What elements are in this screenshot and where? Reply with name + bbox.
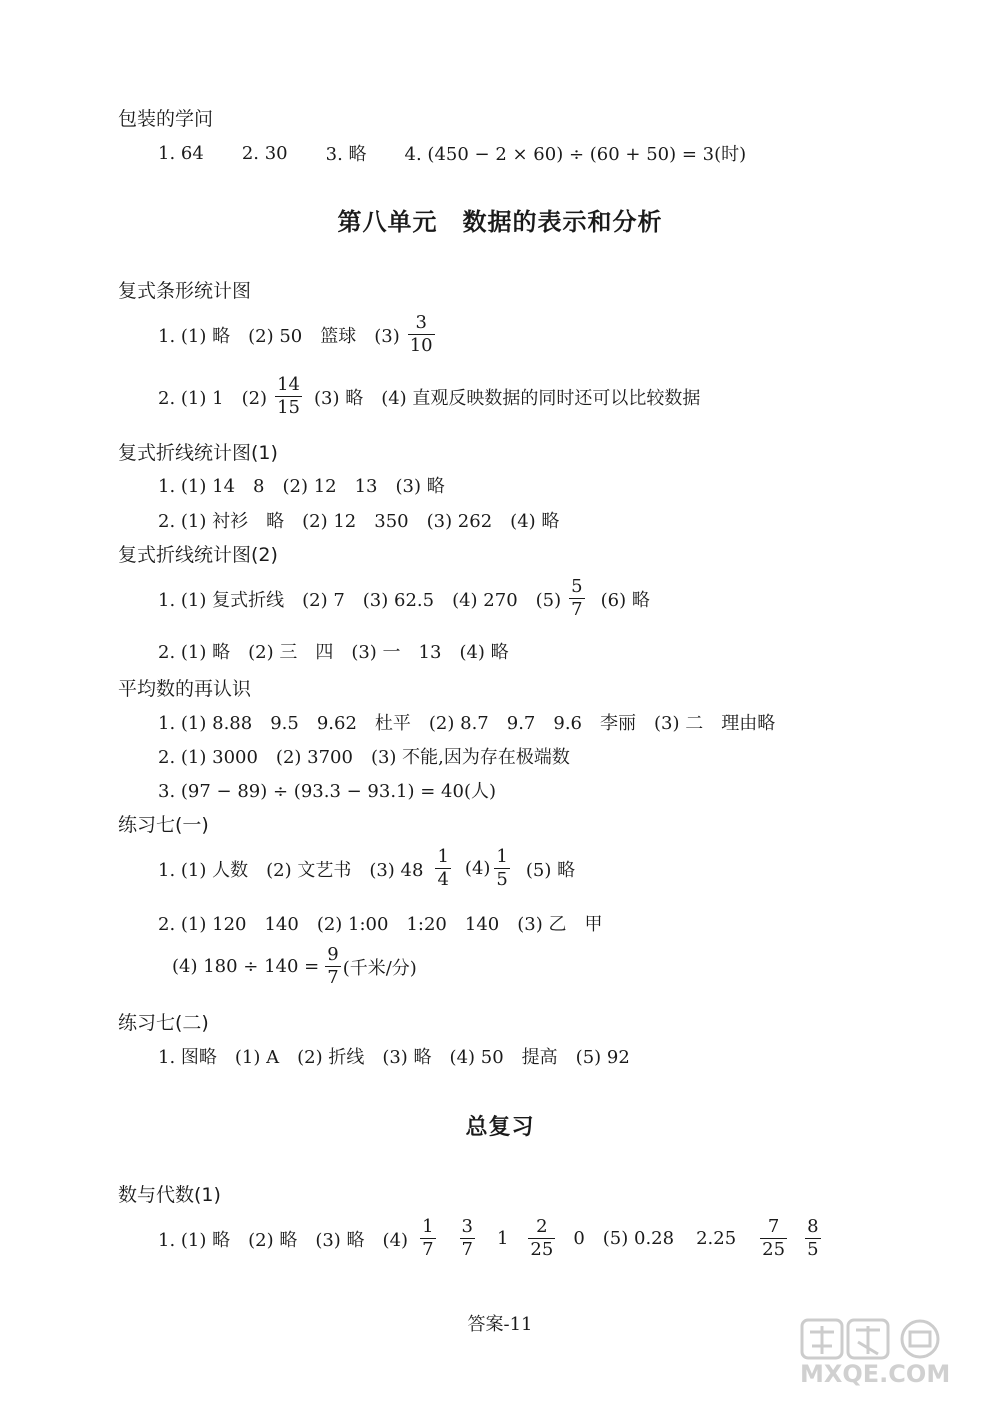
- section-title-bar-chart: 复式条形统计图: [118, 280, 252, 302]
- answer-text: (4) 180 ÷ 140 =: [172, 956, 320, 977]
- answer-text: 1. (1) 略 (2) 50 篮球 (3): [158, 325, 400, 347]
- watermark: [800, 1318, 990, 1402]
- line-chart-2-q2: 2. (1) 略 (2) 三 四 (3) 一 13 (4) 略: [158, 642, 509, 663]
- exercise-7-1-q2: 2. (1) 120 140 (2) 1:00 1:20 140 (3) 乙 甲: [158, 914, 603, 935]
- answer-text: 1. (1) 人数 (2) 文艺书 (3) 48: [158, 859, 424, 881]
- bar-chart-q1: [158, 314, 435, 355]
- answer-text: 2.25: [696, 1228, 737, 1249]
- fraction: $\frac{1}{7}$: [422, 1216, 434, 1260]
- fraction: $\frac{8}{5}$: [807, 1216, 819, 1260]
- answer-item: 2. 30: [241, 142, 288, 164]
- review-heading: 总复习: [465, 1115, 535, 1140]
- fraction: $\frac{3}{7}$: [461, 1216, 473, 1260]
- section-title-line-chart-1: 复式折线统计图(1): [118, 442, 278, 464]
- answer-text: 1. (1) 略 (2) 略 (3) 略 (4): [158, 1229, 409, 1251]
- fraction: $\frac{1}{4}$: [437, 846, 449, 890]
- answer-text: (3) 略 (4) 直观反映数据的同时还可以比较数据: [313, 387, 701, 409]
- section-title-line-chart-2: 复式折线统计图(2): [118, 544, 278, 566]
- exercise-7-2-q1: 1. 图略 (1) A (2) 折线 (3) 略 (4) 50 提高 (5) 92: [158, 1047, 630, 1068]
- answer-item: 1. 64: [158, 142, 204, 164]
- section-title-algebra-1: 数与代数(1): [118, 1184, 221, 1206]
- packaging-answers: [158, 140, 746, 166]
- answer-text: 1: [496, 1228, 509, 1249]
- answer-text: 0: [573, 1228, 585, 1249]
- line-chart-1-q2: 2. (1) 衬衫 略 (2) 12 350 (3) 262 (4) 略: [158, 511, 560, 532]
- fraction: $\frac{14}{15}$: [277, 374, 300, 418]
- fraction: $\frac{5}{7}$: [571, 576, 583, 620]
- section-title-exercise-7-1: 练习七(一): [118, 814, 209, 836]
- line-chart-1-q1: 1. (1) 14 8 (2) 12 13 (3) 略: [158, 476, 445, 497]
- answer-text: 2. (1) 1 (2): [158, 387, 268, 409]
- fraction: $\frac{7}{25}$: [762, 1216, 786, 1260]
- answer-text: (5) 略: [525, 859, 576, 881]
- fraction: $\frac{9}{7}$: [327, 944, 339, 988]
- answer-text: 1. (1) 复式折线 (2) 7 (3) 62.5 (4) 270 (5): [158, 589, 562, 611]
- page-number: 答案-11: [467, 1314, 533, 1335]
- answer-text: (千米/分): [342, 957, 417, 979]
- answer-text: (6) 略: [600, 589, 650, 611]
- bar-chart-q2: [158, 376, 700, 417]
- exercise-7-1-q2-4: [172, 946, 417, 987]
- answer-item: 4. (450 − 2 × 60) ÷ (60 + 50) = 3(时): [404, 144, 747, 165]
- average-q2: 2. (1) 3000 (2) 3700 (3) 不能,因为存在极端数: [158, 747, 570, 768]
- line-chart-2-q1: [158, 578, 650, 619]
- exercise-7-1-q1: [158, 848, 575, 889]
- answer-text: (5) 0.28: [602, 1228, 675, 1249]
- section-title-average: 平均数的再认识: [118, 678, 252, 700]
- watermark-text: MXQE.COM: [800, 1360, 951, 1388]
- fraction: $\frac{1}{5}$: [496, 846, 508, 890]
- average-q3: 3. (97 − 89) ÷ (93.3 − 93.1) = 40(人): [158, 781, 497, 802]
- fraction: $\frac{2}{25}$: [530, 1216, 554, 1260]
- unit-8-heading: 第八单元 数据的表示和分析: [337, 208, 663, 236]
- answer-item: 3. 略: [325, 144, 367, 165]
- algebra-1-q1: [158, 1218, 821, 1259]
- section-title-exercise-7-2: 练习七(二): [118, 1012, 209, 1034]
- average-q1: 1. (1) 8.88 9.5 9.62 杜平 (2) 8.7 9.7 9.6 李丽 (3) 二 理由略: [158, 713, 776, 734]
- fraction: $\frac{3}{10}$: [409, 312, 433, 356]
- section-title-packaging: 包装的学问: [118, 108, 214, 130]
- answer-text: (4): [464, 858, 491, 879]
